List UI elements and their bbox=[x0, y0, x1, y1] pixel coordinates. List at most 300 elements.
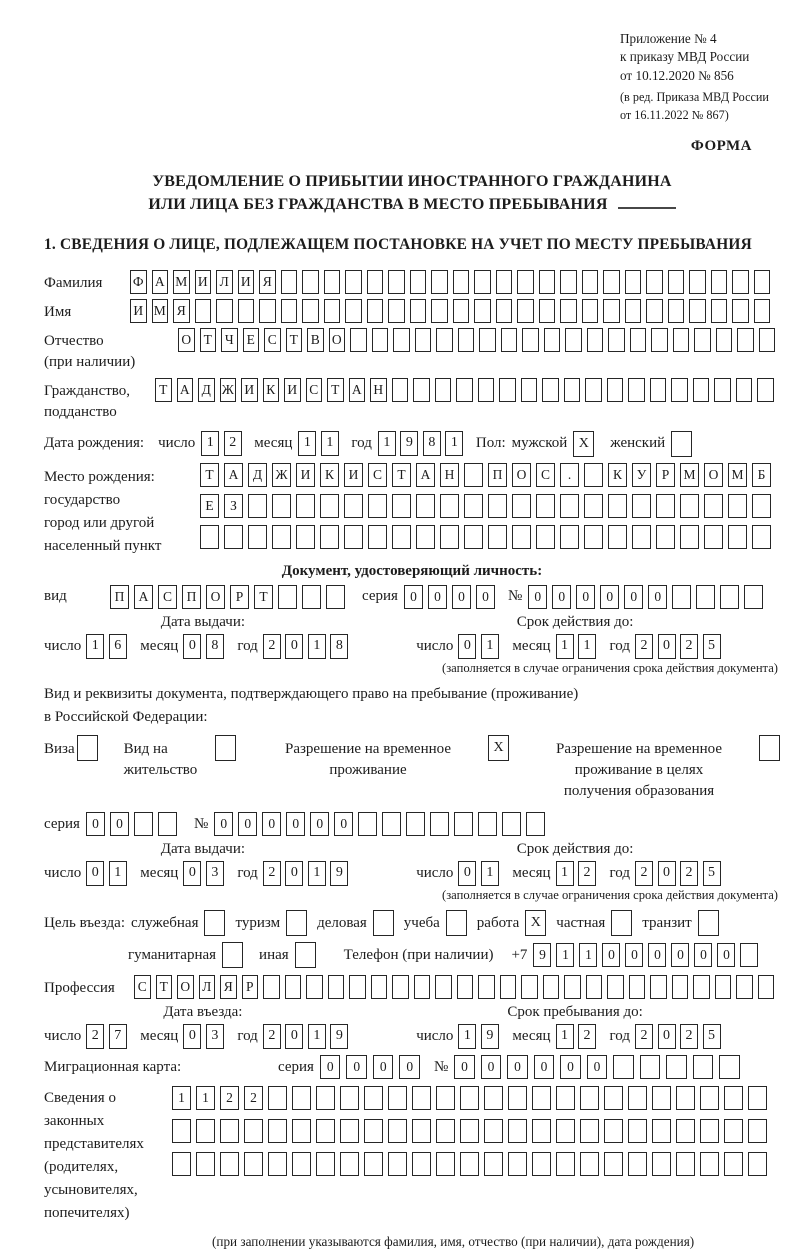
citizenship-cell[interactable]: Т bbox=[155, 378, 172, 402]
identity-series-cell[interactable]: 0 bbox=[476, 585, 495, 609]
citizenship-cell[interactable] bbox=[392, 378, 409, 402]
name-cell[interactable] bbox=[431, 299, 448, 323]
identity-issue-day-cell[interactable]: 1 bbox=[86, 634, 104, 659]
citizenship-cell[interactable] bbox=[736, 378, 753, 402]
birthplace-cell[interactable]: А bbox=[416, 463, 435, 487]
birthplace-cell[interactable] bbox=[320, 525, 339, 549]
legal-reps-cell[interactable] bbox=[388, 1152, 407, 1176]
citizenship-cell[interactable] bbox=[456, 378, 473, 402]
birthplace-cell[interactable] bbox=[488, 494, 507, 518]
identity-kind-cell[interactable] bbox=[302, 585, 321, 609]
legal-reps-cell[interactable] bbox=[700, 1119, 719, 1143]
citizenship-cell[interactable] bbox=[413, 378, 430, 402]
surname-cell[interactable]: А bbox=[152, 270, 169, 294]
legal-reps-cell[interactable] bbox=[388, 1119, 407, 1143]
identity-issue-year-cell[interactable]: 8 bbox=[330, 634, 348, 659]
birthplace-cell[interactable]: О bbox=[704, 463, 723, 487]
surname-cell[interactable] bbox=[732, 270, 749, 294]
stay-number-cell[interactable] bbox=[358, 812, 377, 836]
citizenship-cell[interactable] bbox=[564, 378, 581, 402]
birthplace-cell[interactable] bbox=[464, 463, 483, 487]
legal-reps-cell[interactable] bbox=[676, 1152, 695, 1176]
legal-reps-cell[interactable] bbox=[748, 1152, 767, 1176]
name-cell[interactable] bbox=[754, 299, 771, 323]
stay-valid-year-cell[interactable]: 2 bbox=[680, 861, 698, 886]
name-cell[interactable] bbox=[388, 299, 405, 323]
phone-cell[interactable]: 9 bbox=[533, 943, 551, 967]
legal-reps-cell[interactable] bbox=[580, 1086, 599, 1110]
profession-cell[interactable] bbox=[607, 975, 624, 999]
birthplace-cell[interactable]: Д bbox=[248, 463, 267, 487]
citizenship-cell[interactable] bbox=[693, 378, 710, 402]
identity-valid-year-cell[interactable]: 0 bbox=[658, 634, 676, 659]
migration-series-cell[interactable]: 0 bbox=[373, 1055, 394, 1079]
profession-cell[interactable] bbox=[693, 975, 710, 999]
birthplace-cell[interactable]: И bbox=[296, 463, 315, 487]
birthplace-cell[interactable]: К bbox=[320, 463, 339, 487]
legal-reps-cell[interactable] bbox=[268, 1086, 287, 1110]
birthplace-cell[interactable]: . bbox=[560, 463, 579, 487]
profession-cell[interactable] bbox=[457, 975, 474, 999]
birthplace-cell[interactable] bbox=[608, 525, 627, 549]
identity-issue-year-cell[interactable]: 2 bbox=[263, 634, 281, 659]
name-cell[interactable]: Я bbox=[173, 299, 190, 323]
patronymic-cell[interactable] bbox=[393, 328, 410, 352]
identity-valid-month-cell[interactable]: 1 bbox=[556, 634, 574, 659]
patronymic-cell[interactable] bbox=[436, 328, 453, 352]
birthplace-cell[interactable] bbox=[704, 525, 723, 549]
birthplace-cell[interactable] bbox=[224, 525, 243, 549]
name-cell[interactable]: И bbox=[130, 299, 147, 323]
stay-until-month-cell[interactable]: 2 bbox=[578, 1024, 596, 1049]
stay-until-month-cell[interactable]: 1 bbox=[556, 1024, 574, 1049]
legal-reps-cell[interactable] bbox=[724, 1119, 743, 1143]
legal-reps-cell[interactable]: 2 bbox=[220, 1086, 239, 1110]
profession-cell[interactable] bbox=[543, 975, 560, 999]
citizenship-cell[interactable] bbox=[435, 378, 452, 402]
birthplace-cell[interactable] bbox=[296, 494, 315, 518]
identity-issue-year-cell[interactable]: 0 bbox=[285, 634, 303, 659]
legal-reps-cell[interactable] bbox=[364, 1152, 383, 1176]
surname-cell[interactable] bbox=[711, 270, 728, 294]
identity-number-cell[interactable] bbox=[672, 585, 691, 609]
profession-cell[interactable] bbox=[736, 975, 753, 999]
identity-kind-cell[interactable] bbox=[278, 585, 297, 609]
identity-valid-day-cell[interactable]: 0 bbox=[458, 634, 476, 659]
citizenship-cell[interactable] bbox=[628, 378, 645, 402]
citizenship-cell[interactable]: Н bbox=[370, 378, 387, 402]
birthplace-cell[interactable] bbox=[392, 525, 411, 549]
legal-reps-cell[interactable] bbox=[364, 1119, 383, 1143]
legal-reps-cell[interactable] bbox=[388, 1086, 407, 1110]
birthplace-cell[interactable] bbox=[680, 494, 699, 518]
legal-reps-cell[interactable] bbox=[604, 1152, 623, 1176]
birthplace-cell[interactable]: К bbox=[608, 463, 627, 487]
birthplace-cell[interactable]: П bbox=[488, 463, 507, 487]
surname-cell[interactable] bbox=[668, 270, 685, 294]
legal-reps-cell[interactable] bbox=[316, 1152, 335, 1176]
patronymic-cell[interactable] bbox=[673, 328, 690, 352]
patronymic-cell[interactable] bbox=[630, 328, 647, 352]
temp-residence-box[interactable]: X bbox=[488, 735, 509, 761]
birthplace-cell[interactable] bbox=[464, 525, 483, 549]
profession-cell[interactable] bbox=[521, 975, 538, 999]
birthplace-cell[interactable] bbox=[512, 494, 531, 518]
legal-reps-cell[interactable] bbox=[628, 1119, 647, 1143]
migration-number-cell[interactable] bbox=[693, 1055, 714, 1079]
surname-cell[interactable] bbox=[517, 270, 534, 294]
identity-valid-year-cell[interactable]: 2 bbox=[680, 634, 698, 659]
surname-cell[interactable] bbox=[689, 270, 706, 294]
legal-reps-cell[interactable] bbox=[268, 1119, 287, 1143]
migration-number-cell[interactable] bbox=[640, 1055, 661, 1079]
legal-reps-cell[interactable] bbox=[676, 1119, 695, 1143]
purpose-private-box[interactable] bbox=[611, 910, 632, 936]
profession-cell[interactable] bbox=[414, 975, 431, 999]
profession-cell[interactable]: С bbox=[134, 975, 151, 999]
birthplace-cell[interactable] bbox=[296, 525, 315, 549]
purpose-humanitarian-box[interactable] bbox=[222, 942, 243, 968]
identity-number-cell[interactable] bbox=[720, 585, 739, 609]
legal-reps-cell[interactable] bbox=[484, 1152, 503, 1176]
citizenship-cell[interactable] bbox=[585, 378, 602, 402]
profession-cell[interactable] bbox=[263, 975, 280, 999]
patronymic-cell[interactable] bbox=[458, 328, 475, 352]
birthplace-cell[interactable] bbox=[536, 494, 555, 518]
identity-number-cell[interactable]: 0 bbox=[528, 585, 547, 609]
birth-year-cell[interactable]: 8 bbox=[423, 431, 441, 456]
stay-number-cell[interactable]: 0 bbox=[262, 812, 281, 836]
legal-reps-cell[interactable] bbox=[748, 1119, 767, 1143]
name-cell[interactable] bbox=[453, 299, 470, 323]
stay-valid-month-cell[interactable]: 1 bbox=[556, 861, 574, 886]
birthplace-cell[interactable] bbox=[200, 525, 219, 549]
identity-number-cell[interactable] bbox=[744, 585, 763, 609]
stay-until-day-cell[interactable]: 1 bbox=[458, 1024, 476, 1049]
profession-cell[interactable] bbox=[478, 975, 495, 999]
stay-valid-year-cell[interactable]: 5 bbox=[703, 861, 721, 886]
birthplace-cell[interactable] bbox=[584, 494, 603, 518]
birth-year-cell[interactable]: 1 bbox=[378, 431, 396, 456]
birthplace-cell[interactable]: С bbox=[368, 463, 387, 487]
legal-reps-cell[interactable] bbox=[460, 1086, 479, 1110]
profession-cell[interactable]: Р bbox=[242, 975, 259, 999]
birthplace-cell[interactable]: О bbox=[512, 463, 531, 487]
stay-valid-month-cell[interactable]: 2 bbox=[578, 861, 596, 886]
profession-cell[interactable] bbox=[629, 975, 646, 999]
surname-cell[interactable] bbox=[646, 270, 663, 294]
legal-reps-cell[interactable] bbox=[196, 1152, 215, 1176]
citizenship-cell[interactable]: И bbox=[241, 378, 258, 402]
identity-series-cell[interactable]: 0 bbox=[428, 585, 447, 609]
identity-series-cell[interactable]: 0 bbox=[404, 585, 423, 609]
sex-male-box[interactable]: X bbox=[573, 431, 594, 457]
citizenship-cell[interactable]: А bbox=[177, 378, 194, 402]
patronymic-cell[interactable] bbox=[372, 328, 389, 352]
birthplace-cell[interactable]: Ж bbox=[272, 463, 291, 487]
legal-reps-cell[interactable] bbox=[460, 1119, 479, 1143]
surname-cell[interactable] bbox=[345, 270, 362, 294]
birthplace-cell[interactable] bbox=[440, 525, 459, 549]
birthplace-cell[interactable]: Н bbox=[440, 463, 459, 487]
patronymic-cell[interactable] bbox=[651, 328, 668, 352]
surname-cell[interactable] bbox=[302, 270, 319, 294]
profession-cell[interactable]: Я bbox=[220, 975, 237, 999]
birthplace-cell[interactable] bbox=[512, 525, 531, 549]
birth-year-cell[interactable]: 9 bbox=[400, 431, 418, 456]
name-cell[interactable] bbox=[281, 299, 298, 323]
entry-day-cell[interactable]: 7 bbox=[109, 1024, 127, 1049]
legal-reps-cell[interactable] bbox=[340, 1119, 359, 1143]
legal-reps-cell[interactable] bbox=[556, 1119, 575, 1143]
citizenship-cell[interactable]: И bbox=[284, 378, 301, 402]
profession-cell[interactable] bbox=[435, 975, 452, 999]
citizenship-cell[interactable] bbox=[478, 378, 495, 402]
purpose-business-box[interactable] bbox=[373, 910, 394, 936]
name-cell[interactable] bbox=[238, 299, 255, 323]
migration-number-cell[interactable]: 0 bbox=[560, 1055, 581, 1079]
citizenship-cell[interactable] bbox=[499, 378, 516, 402]
identity-number-cell[interactable]: 0 bbox=[576, 585, 595, 609]
legal-reps-cell[interactable] bbox=[484, 1119, 503, 1143]
birthplace-cell[interactable] bbox=[440, 494, 459, 518]
legal-reps-cell[interactable] bbox=[460, 1152, 479, 1176]
identity-series-cell[interactable]: 0 bbox=[452, 585, 471, 609]
birthplace-cell[interactable]: Б bbox=[752, 463, 771, 487]
birthplace-cell[interactable] bbox=[416, 525, 435, 549]
legal-reps-cell[interactable]: 2 bbox=[244, 1086, 263, 1110]
identity-valid-year-cell[interactable]: 5 bbox=[703, 634, 721, 659]
phone-cell[interactable]: 0 bbox=[625, 943, 643, 967]
migration-number-cell[interactable]: 0 bbox=[534, 1055, 555, 1079]
profession-cell[interactable] bbox=[715, 975, 732, 999]
phone-cell[interactable]: 0 bbox=[671, 943, 689, 967]
stay-valid-day-cell[interactable]: 0 bbox=[458, 861, 476, 886]
patronymic-cell[interactable] bbox=[544, 328, 561, 352]
profession-cell[interactable] bbox=[586, 975, 603, 999]
surname-cell[interactable] bbox=[367, 270, 384, 294]
birthplace-cell[interactable]: З bbox=[224, 494, 243, 518]
profession-cell[interactable] bbox=[650, 975, 667, 999]
purpose-work-box[interactable]: X bbox=[525, 910, 546, 936]
citizenship-cell[interactable] bbox=[757, 378, 774, 402]
legal-reps-cell[interactable] bbox=[172, 1152, 191, 1176]
name-cell[interactable]: М bbox=[152, 299, 169, 323]
legal-reps-cell[interactable] bbox=[340, 1086, 359, 1110]
birthplace-cell[interactable] bbox=[272, 525, 291, 549]
patronymic-cell[interactable] bbox=[716, 328, 733, 352]
stay-until-year-cell[interactable]: 2 bbox=[635, 1024, 653, 1049]
legal-reps-cell[interactable] bbox=[700, 1086, 719, 1110]
birthplace-cell[interactable] bbox=[680, 525, 699, 549]
birthplace-cell[interactable] bbox=[632, 525, 651, 549]
legal-reps-cell[interactable] bbox=[508, 1119, 527, 1143]
birthplace-cell[interactable] bbox=[344, 525, 363, 549]
stay-number-cell[interactable] bbox=[382, 812, 401, 836]
phone-cell[interactable] bbox=[740, 943, 758, 967]
patronymic-cell[interactable]: Т bbox=[200, 328, 217, 352]
surname-cell[interactable] bbox=[496, 270, 513, 294]
patronymic-cell[interactable] bbox=[565, 328, 582, 352]
birthplace-cell[interactable] bbox=[272, 494, 291, 518]
birthplace-cell[interactable]: С bbox=[536, 463, 555, 487]
citizenship-cell[interactable]: Ж bbox=[220, 378, 237, 402]
temp-residence-edu-box[interactable] bbox=[759, 735, 780, 761]
surname-cell[interactable] bbox=[431, 270, 448, 294]
identity-issue-day-cell[interactable]: 6 bbox=[109, 634, 127, 659]
name-cell[interactable] bbox=[324, 299, 341, 323]
surname-cell[interactable] bbox=[324, 270, 341, 294]
entry-day-cell[interactable]: 2 bbox=[86, 1024, 104, 1049]
stay-valid-year-cell[interactable]: 0 bbox=[658, 861, 676, 886]
birthplace-cell[interactable] bbox=[536, 525, 555, 549]
legal-reps-cell[interactable] bbox=[724, 1152, 743, 1176]
legal-reps-cell[interactable] bbox=[436, 1086, 455, 1110]
purpose-other-box[interactable] bbox=[295, 942, 316, 968]
stay-until-year-cell[interactable]: 5 bbox=[703, 1024, 721, 1049]
birthplace-cell[interactable] bbox=[728, 494, 747, 518]
legal-reps-cell[interactable] bbox=[364, 1086, 383, 1110]
legal-reps-cell[interactable] bbox=[412, 1119, 431, 1143]
legal-reps-cell[interactable] bbox=[628, 1086, 647, 1110]
birthplace-cell[interactable] bbox=[344, 494, 363, 518]
surname-cell[interactable] bbox=[474, 270, 491, 294]
identity-number-cell[interactable] bbox=[696, 585, 715, 609]
birthplace-cell[interactable]: Р bbox=[656, 463, 675, 487]
birthplace-cell[interactable] bbox=[632, 494, 651, 518]
birthplace-cell[interactable] bbox=[464, 494, 483, 518]
legal-reps-cell[interactable] bbox=[532, 1152, 551, 1176]
migration-series-cell[interactable]: 0 bbox=[399, 1055, 420, 1079]
name-cell[interactable] bbox=[625, 299, 642, 323]
birthplace-cell[interactable] bbox=[248, 525, 267, 549]
stay-until-day-cell[interactable]: 9 bbox=[481, 1024, 499, 1049]
identity-issue-month-cell[interactable]: 8 bbox=[206, 634, 224, 659]
identity-number-cell[interactable]: 0 bbox=[624, 585, 643, 609]
surname-cell[interactable] bbox=[603, 270, 620, 294]
legal-reps-cell[interactable] bbox=[532, 1119, 551, 1143]
citizenship-cell[interactable]: К bbox=[263, 378, 280, 402]
legal-reps-cell[interactable] bbox=[652, 1086, 671, 1110]
birthplace-cell[interactable] bbox=[320, 494, 339, 518]
phone-cell[interactable]: 0 bbox=[602, 943, 620, 967]
legal-reps-cell[interactable] bbox=[604, 1119, 623, 1143]
legal-reps-cell[interactable] bbox=[316, 1119, 335, 1143]
identity-kind-cell[interactable]: Р bbox=[230, 585, 249, 609]
birthplace-cell[interactable]: Е bbox=[200, 494, 219, 518]
profession-cell[interactable]: Т bbox=[156, 975, 173, 999]
citizenship-cell[interactable]: Т bbox=[327, 378, 344, 402]
birthplace-cell[interactable] bbox=[728, 525, 747, 549]
birth-month-cell[interactable]: 1 bbox=[298, 431, 316, 456]
patronymic-cell[interactable]: С bbox=[264, 328, 281, 352]
stay-series-cell[interactable] bbox=[134, 812, 153, 836]
birth-year-cell[interactable]: 1 bbox=[445, 431, 463, 456]
identity-valid-year-cell[interactable]: 2 bbox=[635, 634, 653, 659]
legal-reps-cell[interactable] bbox=[244, 1119, 263, 1143]
legal-reps-cell[interactable] bbox=[412, 1152, 431, 1176]
surname-cell[interactable] bbox=[582, 270, 599, 294]
profession-cell[interactable] bbox=[285, 975, 302, 999]
profession-cell[interactable]: Л bbox=[199, 975, 216, 999]
patronymic-cell[interactable]: Е bbox=[243, 328, 260, 352]
entry-year-cell[interactable]: 2 bbox=[263, 1024, 281, 1049]
legal-reps-cell[interactable]: 1 bbox=[196, 1086, 215, 1110]
profession-cell[interactable] bbox=[500, 975, 517, 999]
citizenship-cell[interactable]: А bbox=[349, 378, 366, 402]
stay-number-cell[interactable] bbox=[454, 812, 473, 836]
migration-number-cell[interactable]: 0 bbox=[481, 1055, 502, 1079]
stay-issue-month-cell[interactable]: 0 bbox=[183, 861, 201, 886]
visa-box[interactable] bbox=[77, 735, 98, 761]
patronymic-cell[interactable]: О bbox=[178, 328, 195, 352]
legal-reps-cell[interactable] bbox=[652, 1119, 671, 1143]
patronymic-cell[interactable] bbox=[501, 328, 518, 352]
purpose-official-box[interactable] bbox=[204, 910, 225, 936]
stay-until-year-cell[interactable]: 2 bbox=[680, 1024, 698, 1049]
patronymic-cell[interactable] bbox=[737, 328, 754, 352]
identity-issue-year-cell[interactable]: 1 bbox=[308, 634, 326, 659]
patronymic-cell[interactable]: В bbox=[307, 328, 324, 352]
name-cell[interactable] bbox=[668, 299, 685, 323]
patronymic-cell[interactable] bbox=[608, 328, 625, 352]
birthplace-cell[interactable]: М bbox=[680, 463, 699, 487]
name-cell[interactable] bbox=[603, 299, 620, 323]
name-cell[interactable] bbox=[582, 299, 599, 323]
surname-cell[interactable] bbox=[281, 270, 298, 294]
identity-kind-cell[interactable]: П bbox=[182, 585, 201, 609]
entry-year-cell[interactable]: 1 bbox=[308, 1024, 326, 1049]
migration-number-cell[interactable]: 0 bbox=[507, 1055, 528, 1079]
birthplace-cell[interactable] bbox=[488, 525, 507, 549]
patronymic-cell[interactable]: Ч bbox=[221, 328, 238, 352]
purpose-tourism-box[interactable] bbox=[286, 910, 307, 936]
legal-reps-cell[interactable] bbox=[484, 1086, 503, 1110]
patronymic-cell[interactable] bbox=[522, 328, 539, 352]
birthplace-cell[interactable] bbox=[584, 463, 603, 487]
birth-day-cell[interactable]: 2 bbox=[224, 431, 242, 456]
patronymic-cell[interactable]: О bbox=[329, 328, 346, 352]
legal-reps-cell[interactable] bbox=[508, 1152, 527, 1176]
purpose-study-box[interactable] bbox=[446, 910, 467, 936]
name-cell[interactable] bbox=[216, 299, 233, 323]
birth-month-cell[interactable]: 1 bbox=[321, 431, 339, 456]
phone-cell[interactable]: 0 bbox=[694, 943, 712, 967]
patronymic-cell[interactable] bbox=[587, 328, 604, 352]
name-cell[interactable] bbox=[474, 299, 491, 323]
identity-valid-month-cell[interactable]: 1 bbox=[578, 634, 596, 659]
identity-kind-cell[interactable]: П bbox=[110, 585, 129, 609]
profession-cell[interactable] bbox=[392, 975, 409, 999]
entry-year-cell[interactable]: 0 bbox=[285, 1024, 303, 1049]
identity-kind-cell[interactable] bbox=[326, 585, 345, 609]
phone-cell[interactable]: 1 bbox=[579, 943, 597, 967]
legal-reps-cell[interactable] bbox=[268, 1152, 287, 1176]
profession-cell[interactable] bbox=[758, 975, 775, 999]
identity-valid-day-cell[interactable]: 1 bbox=[481, 634, 499, 659]
patronymic-cell[interactable] bbox=[415, 328, 432, 352]
legal-reps-cell[interactable] bbox=[220, 1152, 239, 1176]
legal-reps-cell[interactable] bbox=[676, 1086, 695, 1110]
legal-reps-cell[interactable] bbox=[556, 1152, 575, 1176]
identity-kind-cell[interactable]: О bbox=[206, 585, 225, 609]
migration-number-cell[interactable] bbox=[613, 1055, 634, 1079]
stay-number-cell[interactable] bbox=[430, 812, 449, 836]
profession-cell[interactable] bbox=[371, 975, 388, 999]
stay-issue-year-cell[interactable]: 9 bbox=[330, 861, 348, 886]
surname-cell[interactable]: И bbox=[238, 270, 255, 294]
surname-cell[interactable] bbox=[754, 270, 771, 294]
